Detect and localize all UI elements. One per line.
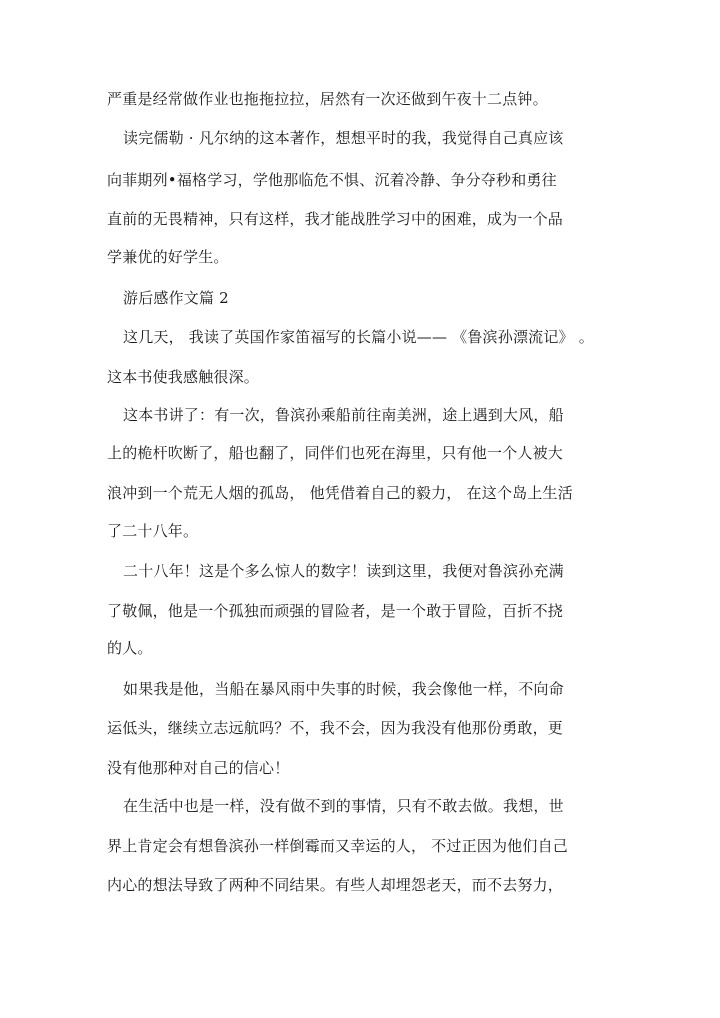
text-line-16: 如果我是他，当船在暴风雨中失事的时候，我会像他一样，不向命 (123, 680, 564, 698)
text-line-11: 浪冲到一个荒无人烟的孤岛， 他凭借着自己的毅力， 在这个岛上生活 (107, 484, 573, 502)
text-line-8: 这本书使我感触很深。 (107, 368, 260, 386)
text-line-15: 的人。 (107, 639, 153, 657)
text-line-10: 上的桅杆吹断了，船也翻了，同伴们也死在海里，只有他一个人被大 (107, 444, 564, 462)
text-line-18: 没有他那种对自己的信心！ (107, 759, 290, 777)
text-line-20: 界上肯定会有想鲁滨孙一样倒霉而又幸运的人， 不过正因为他们自己 (107, 837, 568, 855)
text-line-19: 在生活中也是一样，没有做不到的事情，只有不敢去做。我想，世 (123, 797, 564, 815)
text-line-12: 了二十八年。 (107, 522, 199, 540)
text-line-4: 直前的无畏精神，只有这样，我才能战胜学习中的困难，成为一个品 (107, 210, 564, 228)
text-line-5: 学兼优的好学生。 (107, 248, 229, 266)
text-line-2: 读完儒勒 · 凡尔纳的这本著作，想想平时的我，我觉得自己真应该 (123, 129, 564, 147)
text-line-3: 向菲期列•福格学习，学他那临危不惧、沉着冷静、争分夺秒和勇往 (107, 171, 557, 189)
text-line-13: 二十八年！这是个多么惊人的数字！读到这里，我便对鲁滨孙充满 (123, 562, 564, 580)
text-line-17: 运低头，继续立志远航吗？不，我不会，因为我没有他那份勇敢，更 (107, 719, 564, 737)
text-line-9: 这本书讲了：有一次，鲁滨孙乘船前往南美洲，途上遇到大风，船 (123, 406, 564, 424)
section-heading: 游后感作文篇 2 (123, 289, 229, 307)
text-line-7: 这几天， 我读了英国作家笛福写的长篇小说—— 《鲁滨孙漂流记》 。 (123, 328, 594, 346)
text-line-14: 了敬佩，他是一个孤独而顽强的冒险者，是一个敢于冒险，百折不挠 (107, 602, 564, 620)
text-line-1: 严重是经常做作业也拖拖拉拉，居然有一次还做到午夜十二点钟。 (107, 90, 548, 108)
text-line-21: 内心的想法导致了两种不同结果。有些人却埋怨老天，而不去努力， (107, 876, 564, 894)
